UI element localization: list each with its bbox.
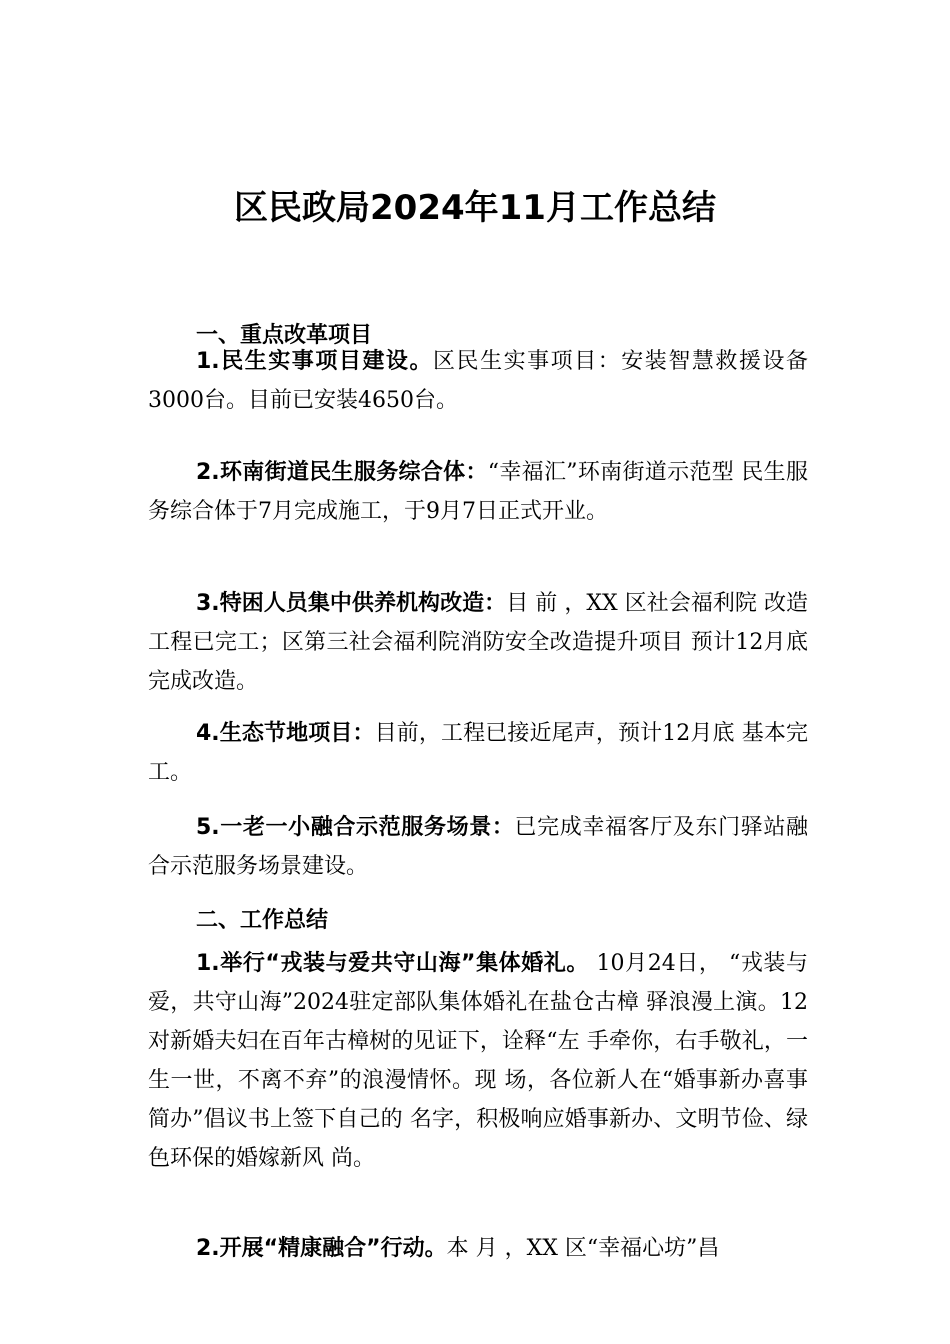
paragraph-label: 3.特困人员集中供养机构改造：: [196, 591, 507, 616]
paragraph-label: 2.开展“精康融合”行动。: [196, 1236, 447, 1261]
paragraph-text: 目 前 ，XX 区社会福利院 改造工程已完工；区第三社会福利院消防安全改造提升项目 预计12月底完成改造。: [148, 591, 808, 694]
paragraph-summary-2: [148, 1229, 748, 1268]
paragraph-reform-4: [148, 714, 808, 792]
paragraph-label: 4.生态节地项目：: [196, 721, 375, 746]
paragraph-text: 区民生实事项目：安装智慧救援设备3000台。目前已安装4650台。: [148, 349, 808, 413]
document-title: 区民政局2024年11月工作总结: [234, 188, 716, 228]
paragraph-summary-1: [148, 944, 808, 1178]
paragraph-label: 1.举行“戎装与爱共守山海”集体婚礼。: [196, 951, 589, 976]
paragraph-reform-2: [148, 453, 808, 531]
paragraph-text: 目前，工程已接近尾声，预计12月底 基本完工。: [148, 721, 808, 785]
paragraph-reform-3: [148, 584, 808, 701]
paragraph-reform-5: [148, 808, 808, 886]
paragraph-text: 已完成幸福客厅及东门驿站融合示范服务场景建设。: [148, 815, 808, 879]
paragraph-label: 1.民生实事项目建设。: [196, 349, 433, 374]
paragraph-label: 2.环南街道民生服务综合体：: [196, 460, 488, 485]
paragraph-reform-1: [148, 342, 808, 420]
paragraph-text: 本 月 ，XX 区“幸福心坊”昌: [446, 1236, 720, 1261]
paragraph-text: “幸福汇”环南街道示范型 民生服务综合体于7月完成施工，于9月7日正式开业。: [148, 460, 808, 524]
paragraph-label: 5.一老一小融合示范服务场景：: [196, 815, 515, 840]
section-heading-reform: 一、重点改革项目: [196, 323, 373, 348]
section-heading-summary: 二、工作总结: [196, 908, 329, 933]
paragraph-text: 10月24日， “戎装与爱，共守山海”2024驻定部队集体婚礼在盐仓古樟 驿浪漫上演。12对新婚夫妇在百年古樟树的见证下，诠释“左 手牵你，右手敬礼，一生一世，不离不弃”的浪漫情怀。现 场，各位新人在“婚事新办喜事简办”倡议书上签下自己的 名字，积极响应婚事新办、文明节俭、绿色环保的婚嫁新风 尚。: [148, 951, 808, 1171]
